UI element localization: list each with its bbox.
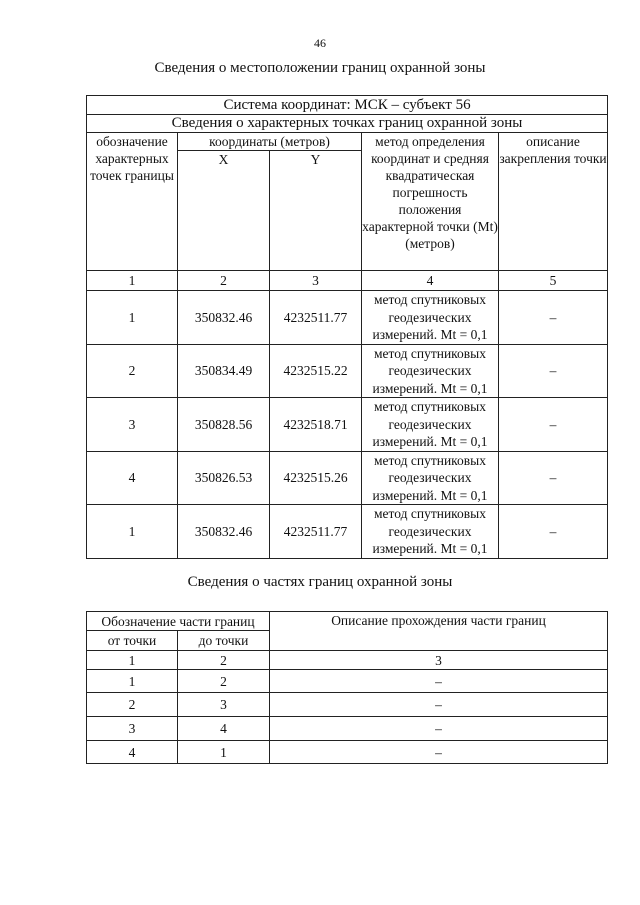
part-description: – <box>270 693 608 717</box>
col-header-from: от точки <box>87 631 178 651</box>
col-header-part: Обозначение части границ <box>87 612 270 631</box>
part-description: – <box>270 670 608 693</box>
part-from: 3 <box>87 717 178 741</box>
part-to: 4 <box>178 717 270 741</box>
point-id: 4 <box>87 451 178 505</box>
point-id: 1 <box>87 505 178 559</box>
part-description: – <box>270 741 608 764</box>
table-row <box>87 398 608 452</box>
point-method: метод спутниковых геодезических измерений. Mt = 0,1 <box>362 344 499 398</box>
part-from: 2 <box>87 693 178 717</box>
part-to: 1 <box>178 741 270 764</box>
point-x: 350834.49 <box>178 344 270 398</box>
col-header-to: до точки <box>178 631 270 651</box>
point-fix: – <box>499 398 608 452</box>
table-row <box>87 344 608 398</box>
point-id: 2 <box>87 344 178 398</box>
point-fix: – <box>499 505 608 559</box>
point-fix: – <box>499 291 608 345</box>
table-row <box>87 291 608 345</box>
col-header-fix: описание закрепления точки <box>499 133 608 271</box>
table-row <box>87 505 608 559</box>
point-method: метод спутниковых геодезических измерений. Mt = 0,1 <box>362 291 499 345</box>
col-number: 3 <box>270 651 608 670</box>
col-number: 4 <box>362 271 499 291</box>
point-x: 350832.46 <box>178 505 270 559</box>
point-method: метод спутниковых геодезических измерений. Mt = 0,1 <box>362 451 499 505</box>
col-header-designation: обозначение характерных точек границы <box>87 133 178 271</box>
table-row <box>87 717 608 741</box>
col-header-coords: координаты (метров) <box>178 133 362 151</box>
point-fix: – <box>499 344 608 398</box>
points-table-subtitle: Сведения о характерных точках границ охранной зоны <box>87 115 608 133</box>
point-y: 4232515.26 <box>270 451 362 505</box>
point-method: метод спутниковых геодезических измерений. Mt = 0,1 <box>362 505 499 559</box>
points-table <box>86 95 608 559</box>
col-number: 2 <box>178 651 270 670</box>
parts-table <box>86 611 608 764</box>
col-header-y: Y <box>270 151 362 271</box>
table-row <box>87 693 608 717</box>
point-id: 3 <box>87 398 178 452</box>
col-header-x: X <box>178 151 270 271</box>
coordinate-system: Система координат: МСК – субъект 56 <box>87 96 608 115</box>
point-x: 350828.56 <box>178 398 270 452</box>
point-y: 4232511.77 <box>270 505 362 559</box>
col-header-method: метод определения координат и средняя квадратическая погрешность положения характерной точки (Mt) (метров) <box>362 133 499 271</box>
part-from: 4 <box>87 741 178 764</box>
point-id: 1 <box>87 291 178 345</box>
section-title-location: Сведения о местоположении границ охранной зоны <box>154 60 486 76</box>
point-x: 350826.53 <box>178 451 270 505</box>
point-x: 350832.46 <box>178 291 270 345</box>
point-y: 4232518.71 <box>270 398 362 452</box>
point-fix: – <box>499 451 608 505</box>
part-from: 1 <box>87 670 178 693</box>
part-to: 3 <box>178 693 270 717</box>
section-title-parts: Сведения о частях границ охранной зоны <box>187 574 453 590</box>
part-description: – <box>270 717 608 741</box>
part-to: 2 <box>178 670 270 693</box>
page-number: 46 <box>314 36 326 50</box>
col-header-description: Описание прохождения части границ <box>270 612 608 651</box>
table-row <box>87 741 608 764</box>
point-y: 4232515.22 <box>270 344 362 398</box>
point-method: метод спутниковых геодезических измерений. Mt = 0,1 <box>362 398 499 452</box>
col-number: 3 <box>270 271 362 291</box>
table-row <box>87 670 608 693</box>
col-number: 5 <box>499 271 608 291</box>
col-number: 1 <box>87 651 178 670</box>
table-row <box>87 451 608 505</box>
point-y: 4232511.77 <box>270 291 362 345</box>
col-number: 2 <box>178 271 270 291</box>
col-number: 1 <box>87 271 178 291</box>
